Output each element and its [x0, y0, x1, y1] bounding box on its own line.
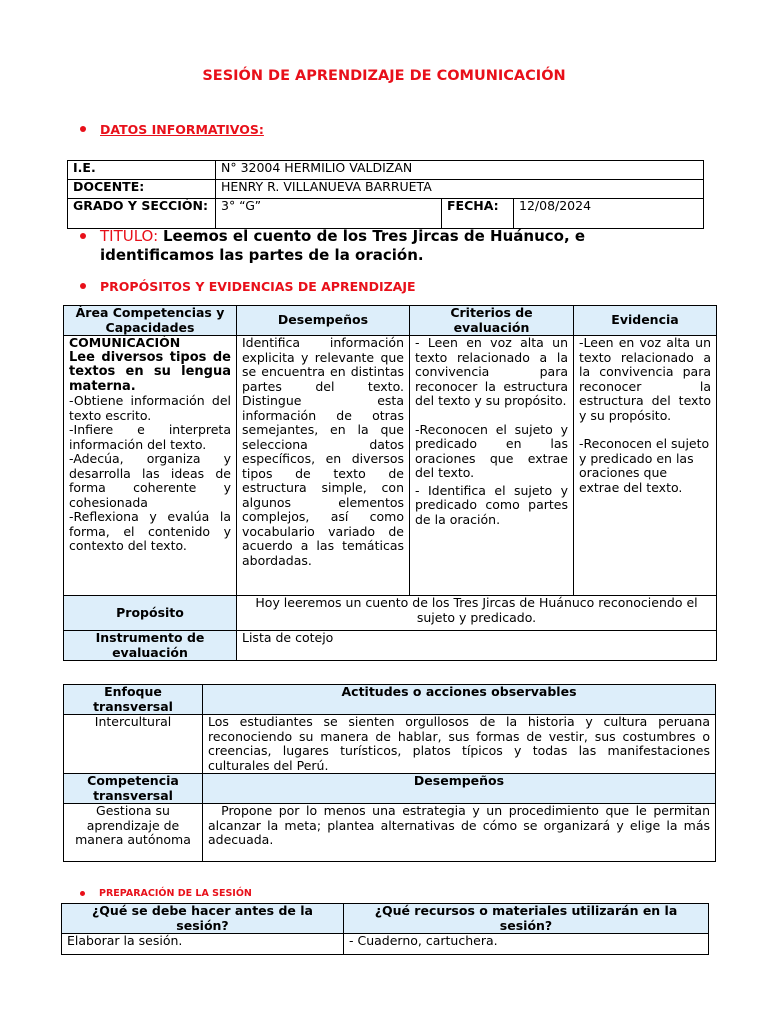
propositos-table — [63, 305, 717, 661]
info-table — [67, 160, 704, 229]
header-enfoque: Enfoque transversal — [64, 685, 203, 715]
ie-value: N° 32004 HERMILIO VALDIZAN — [216, 161, 704, 180]
bullet-icon — [80, 891, 85, 896]
enfoque-value: Intercultural — [64, 715, 203, 774]
docente-label: DOCENTE: — [68, 180, 216, 199]
datos-heading-row — [80, 122, 264, 137]
proposito-label: Propósito — [64, 596, 237, 631]
bullet-icon — [80, 126, 86, 132]
instrumento-label: Instrumento de evaluación — [64, 631, 237, 661]
titulo-text: Leemos el cuento de los Tres Jircas de Huánuco, e identificamos las partes de la oración. — [100, 227, 586, 264]
fecha-label: FECHA: — [442, 199, 514, 229]
bullet-icon — [80, 283, 86, 289]
proposito-value: Hoy leeremos un cuento de los Tres Jircas de Huánuco reconociendo el sujeto y predicado. — [237, 596, 717, 631]
criterios-cell — [410, 336, 574, 596]
header-desempenos: Desempeños — [237, 306, 410, 336]
fecha-value: 12/08/2024 — [514, 199, 704, 229]
criterio: - Identifica el sujeto y predicado como partes de la oración. — [415, 482, 568, 527]
header-area: Área Competencias y Capacidades — [64, 306, 237, 336]
titulo-row — [80, 227, 640, 265]
ie-label: I.E. — [68, 161, 216, 180]
area-cell — [64, 336, 237, 596]
desempeno-transversal-value: Propone por lo menos una estrategia y un procedimiento que le permitan alcanzar la meta; plantea alternativas de cómo se organizará y elige la más adecuada. — [203, 804, 716, 862]
bullet-icon — [80, 233, 86, 239]
grado-value: 3° “G” — [216, 199, 442, 229]
capacidad: -Obtiene información del texto escrito. — [69, 393, 231, 423]
enfoque-table — [63, 684, 716, 862]
capacidad: -Reflexiona y evalúa la forma, el contenido y contexto del texto. — [69, 509, 231, 553]
preparacion-heading-row — [80, 888, 252, 899]
grado-label: GRADO Y SECCIÓN: — [68, 199, 216, 229]
header-desempenos-transversal: Desempeños — [203, 774, 716, 804]
header-evidencia: Evidencia — [574, 306, 717, 336]
instrumento-value: Lista de cotejo — [237, 631, 717, 661]
evidencia-item: -Leen en voz alta un texto relacionado a la convivencia para reconocer la estructura del texto y su propósito. — [579, 335, 711, 423]
evidencia-cell — [574, 336, 717, 596]
criterio: - Leen en voz alta un texto relacionado a la convivencia para reconocer la estructura del texto y su propósito. — [415, 335, 568, 408]
header-recursos: ¿Qué recursos o materiales utilizarán en la sesión? — [344, 904, 709, 934]
propositos-heading-row — [80, 279, 416, 294]
competencia: Lee diversos tipos de textos en su lengua materna. — [69, 349, 231, 394]
docente-value: HENRY R. VILLANUEVA BARRUETA — [216, 180, 704, 199]
capacidad: -Infiere e interpreta información del texto. — [69, 422, 231, 452]
actitudes-value: Los estudiantes se sienten orgullosos de la historia y cultura peruana reconociendo su manera de hablar, sus formas de vestir, sus costumbres o creencias, lugares turísticos, platos típicos y todas las manifestaciones culturales del Perú. — [203, 715, 716, 774]
header-antes: ¿Qué se debe hacer antes de la sesión? — [62, 904, 344, 934]
titulo-label: TITULO: — [100, 227, 159, 245]
header-criterios: Criterios de evaluación — [410, 306, 574, 336]
propositos-heading: PROPÓSITOS Y EVIDENCIAS DE APRENDIZAJE — [100, 279, 416, 294]
datos-heading: DATOS INFORMATIVOS: — [100, 122, 264, 137]
evidencia-item: -Reconocen el sujeto y predicado en las oraciones que extrae del texto. — [579, 436, 710, 495]
preparacion-heading: PREPARACIÓN DE LA SESIÓN — [99, 888, 252, 899]
preparacion-table — [61, 903, 709, 955]
competencia-transversal-value: Gestiona su aprendizaje de manera autónoma — [64, 804, 203, 862]
desempenos-cell: Identifica información explicita y relevante que se encuentra en distintas partes del texto. Distingue esta información de otras semejantes, en la que selecciona datos específicos, en diversos tipos de texto de estructura simple, con algunos elementos complejos, así como vocabulario variado de acuerdo a las temáticas abordadas. — [237, 336, 410, 596]
criterio: -Reconocen el sujeto y predicado en las oraciones que extrae del texto. — [415, 421, 568, 480]
recursos-value: - Cuaderno, cartuchera. — [344, 934, 709, 955]
header-actitudes: Actitudes o acciones observables — [203, 685, 716, 715]
antes-value: Elaborar la sesión. — [62, 934, 344, 955]
header-competencia-transversal: Competencia transversal — [64, 774, 203, 804]
capacidad: -Adecúa, organiza y desarrolla las ideas de forma coherente y cohesionada — [69, 451, 231, 510]
area-name: COMUNICACIÓN — [69, 335, 181, 350]
page-title: SESIÓN DE APRENDIZAJE DE COMUNICACIÓN — [202, 68, 566, 84]
